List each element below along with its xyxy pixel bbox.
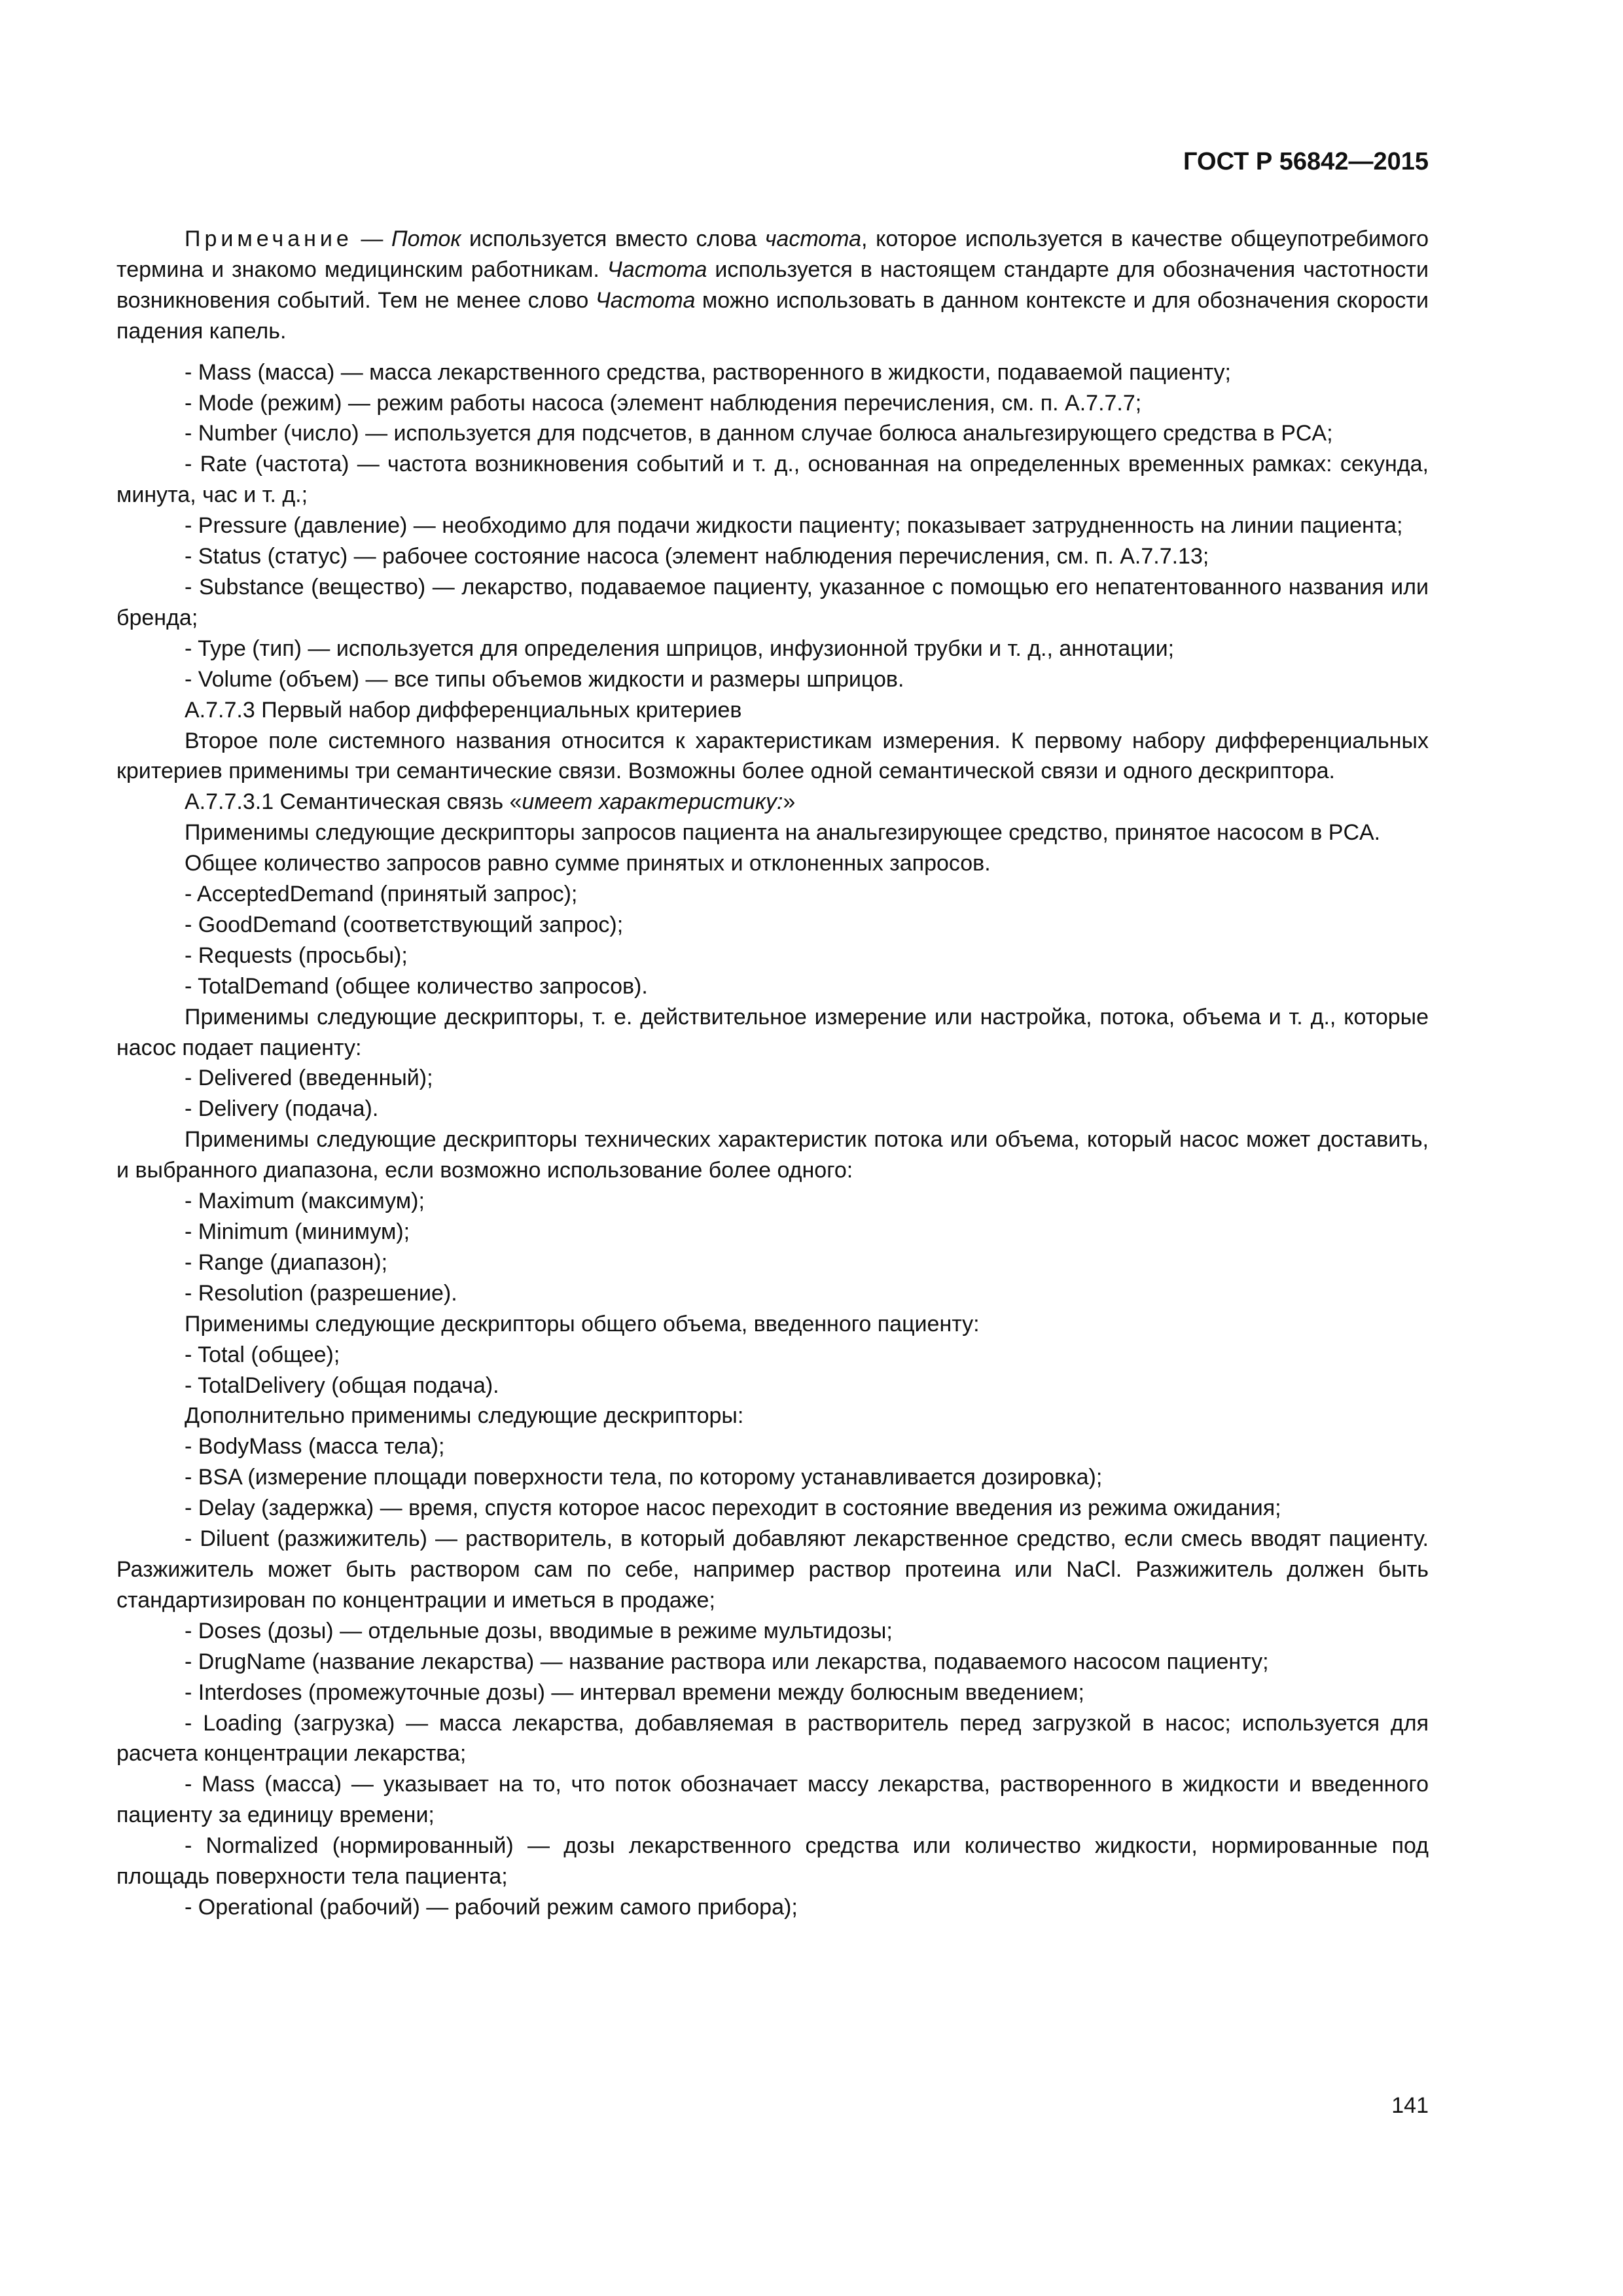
list-item: - Diluent (разжижитель) — растворитель, в который добавляют лекарственное средство, если смесь вводят пациенту. Разжижитель может быть раствором сам по себе, например раствор протеина или NaCl. Разжижитель должен быть стандартизирован по концентрации и иметься в продаже; bbox=[116, 1526, 1429, 1613]
paragraph: - Volume (объем) — все типы объемов жидкости и размеры шприцов. bbox=[185, 666, 904, 692]
paragraph: - Mode (режим) — режим работы насоса (элемент наблюдения перечисления, см. п. А.7.7.7; bbox=[185, 390, 1142, 416]
paragraph: Применимы следующие дескрипторы общего объема, введенного пациенту: bbox=[185, 1311, 980, 1336]
note-paragraph bbox=[116, 224, 1429, 347]
list-item: - Resolution (разрешение). bbox=[185, 1280, 457, 1306]
subsection-prefix: А.7.7.3.1 Семантическая связь « bbox=[185, 789, 522, 815]
note-term-frequency-cap-2: Частота bbox=[595, 287, 696, 313]
paragraph: - Status (статус) — рабочее состояние насоса (элемент наблюдения перечисления, см. п. А.7.7.13; bbox=[185, 544, 1209, 569]
paragraph-group-b bbox=[116, 817, 1429, 1923]
list-item: - Total (общее); bbox=[185, 1342, 340, 1367]
list-item: - GoodDemand (соответствующий запрос); bbox=[185, 912, 624, 937]
paragraph: Второе поле системного названия относится к характеристикам измерения. К первому набору дифференциальных критериев применимы три семантические связи. Возможны более одной семантической связи и одного дескриптора. bbox=[116, 728, 1429, 784]
list-item: - Normalized (нормированный) — дозы лекарственного средства или количество жидкости, нормированные под площадь поверхности тела пациента; bbox=[116, 1833, 1429, 1890]
list-item: - Minimum (минимум); bbox=[185, 1219, 410, 1244]
list-item: - TotalDemand (общее количество запросов). bbox=[185, 973, 648, 999]
document-header: ГОСТ Р 56842—2015 bbox=[1183, 148, 1429, 175]
note-term-frequency: частота bbox=[764, 226, 862, 251]
note-text-3: используется в настоящем стандарте для обозначения частотности возникновения событий. Тем не менее слово bbox=[116, 257, 1429, 313]
paragraph: - Rate (частота) — частота возникновения событий и т. д., основанная на определенных временных рамках: секунда, минута, час и т. д.; bbox=[116, 452, 1429, 508]
list-item: - Maximum (максимум); bbox=[185, 1189, 425, 1214]
paragraph: Применимы следующие дескрипторы технических характеристик потока или объема, который насос может доставить, и выбранного диапазона, если возможно использование более одного: bbox=[116, 1127, 1429, 1183]
list-item: - Delay (задержка) — время, спустя которое насос переходит в состояние введения из режима ожидания; bbox=[185, 1496, 1281, 1521]
list-item: - BSA (измерение площади поверхности тела, по которому устанавливается дозировка); bbox=[185, 1465, 1103, 1490]
paragraph: - Type (тип) — используется для определения шприцов, инфузионной трубки и т. д., аннотации; bbox=[185, 636, 1175, 661]
paragraph: - Mass (масса) — масса лекарственного средства, растворенного в жидкости, подаваемой пациенту; bbox=[185, 359, 1231, 385]
list-item: - Operational (рабочий) — рабочий режим самого прибора); bbox=[185, 1894, 798, 1920]
note-text-1: используется вместо слова bbox=[461, 226, 765, 251]
paragraph: Применимы следующие дескрипторы, т. е. действительное измерение или настройка, потока, объема и т. д., которые насос подает пациенту: bbox=[116, 1004, 1429, 1060]
paragraph: - Pressure (давление) — необходимо для подачи жидкости пациенту; показывает затрудненность на линии пациента; bbox=[185, 513, 1403, 539]
paragraph: - Number (число) — используется для подсчетов, в данном случае болюса анальгезирующего средства в PCA; bbox=[185, 421, 1333, 446]
paragraph: Дополнительно применимы следующие дескрипторы: bbox=[185, 1403, 744, 1429]
list-item: - Interdoses (промежуточные дозы) — интервал времени между болюсным введением; bbox=[185, 1679, 1084, 1705]
list-item: - Loading (загрузка) — масса лекарства, добавляемая в растворитель перед загрузкой в насос; используется для расчета концентрации лекарства; bbox=[116, 1710, 1429, 1767]
page-number: 141 bbox=[1391, 2093, 1429, 2118]
note-dash: — bbox=[352, 226, 391, 251]
paragraph: - Substance (вещество) — лекарство, подаваемое пациенту, указанное с помощью его непатентованного названия или бренда; bbox=[116, 574, 1429, 630]
note-term-frequency-cap: Частота bbox=[607, 257, 707, 282]
list-item: - AcceptedDemand (принятый запрос); bbox=[185, 882, 578, 907]
note-text-4: можно использовать в данном контексте и для обозначения скорости падения капель. bbox=[116, 287, 1429, 344]
page-body bbox=[116, 224, 1429, 1923]
note-text-2: , которое используется в качестве общеупотребимого термина и знакомо медицинским работникам. bbox=[116, 226, 1429, 282]
list-item: - Mass (масса) — указывает на то, что поток обозначает массу лекарства, растворенного в жидкости и введенного пациенту за единицу времени; bbox=[116, 1772, 1429, 1828]
list-item: - TotalDelivery (общая подача). bbox=[185, 1372, 499, 1398]
subsection-heading bbox=[116, 787, 1429, 817]
list-item: - BodyMass (масса тела); bbox=[185, 1434, 445, 1460]
subsection-suffix: » bbox=[783, 789, 796, 815]
list-item: - Delivery (подача). bbox=[185, 1096, 379, 1122]
list-item: - Delivered (введенный); bbox=[185, 1066, 433, 1091]
paragraph-group-a bbox=[116, 357, 1429, 818]
note-term-flow: Поток bbox=[391, 226, 461, 251]
list-item: - DrugName (название лекарства) — название раствора или лекарства, подаваемого насосом пациенту; bbox=[185, 1649, 1269, 1674]
list-item: - Doses (дозы) — отдельные дозы, вводимые в режиме мультидозы; bbox=[185, 1618, 893, 1643]
paragraph: Общее количество запросов равно сумме принятых и отклоненных запросов. bbox=[185, 851, 991, 876]
section-heading: А.7.7.3 Первый набор дифференциальных критериев bbox=[185, 697, 742, 723]
list-item: - Requests (просьбы); bbox=[185, 942, 408, 968]
list-item: - Range (диапазон); bbox=[185, 1249, 388, 1275]
paragraph: Применимы следующие дескрипторы запросов пациента на анальгезирующее средство, принятое насосом в PCA. bbox=[185, 820, 1381, 846]
note-label: Примечание bbox=[185, 226, 353, 251]
subsection-term: имеет характеристику: bbox=[522, 789, 783, 815]
